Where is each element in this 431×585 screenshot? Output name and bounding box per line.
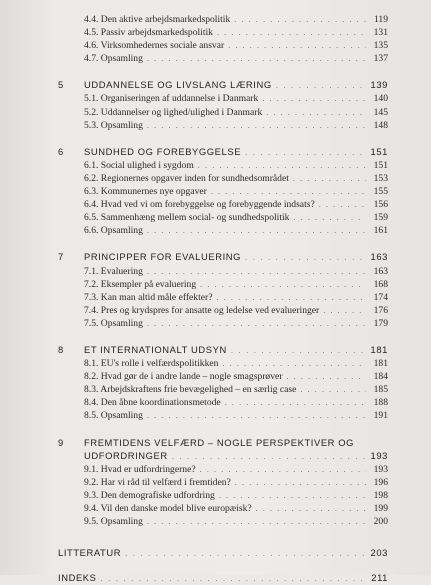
toc-entry: 6.1. Social ulighed i sygdom . . . 151 xyxy=(58,159,388,172)
toc-entry: 7.1. Evaluering . . . 163 xyxy=(58,265,388,278)
toc-entry-4-6: 4.6. Virksomhedernes sociale ansvar . . . 135 xyxy=(58,39,388,52)
toc-entry: 5.2. Uddannelser og lighed/ulighed i Danmark . . . 145 xyxy=(58,106,388,119)
toc-entry: 5.3. Opsamling . . . 148 xyxy=(58,119,388,132)
toc-entry: 7.5. Opsamling . . . 179 xyxy=(58,317,388,330)
toc-chapter-6: 6 SUNDHED OG FOREBYGGELSE . . . 151 xyxy=(58,145,388,159)
toc-litteratur: LITTERATUR . . . 203 xyxy=(58,546,388,560)
toc-entry: 6.5. Sammenhæng mellem social- og sundhedspolitik . . . 159 xyxy=(58,211,388,224)
toc-entry: 8.5. Opsamling . . . 191 xyxy=(58,409,388,422)
toc-indeks: INDEKS . . . 211 xyxy=(58,571,388,585)
toc-entry: 5.1. Organiseringen af uddannelse i Danmark . . . 140 xyxy=(58,92,388,105)
toc-chapter-8: 8 ET INTERNATIONALT UDSYN . . . 181 xyxy=(58,343,388,357)
toc-entry-4-4: 4.4. Den aktive arbejdsmarkedspolitik . . . 119 xyxy=(58,13,388,26)
toc-entry-4-5: 4.5. Passiv arbejdsmarkedspolitik . . . 131 xyxy=(58,26,388,39)
toc-entry: 9.2. Har vi råd til velfærd i fremtiden? . . . 196 xyxy=(58,476,388,489)
toc-entry: 7.3. Kan man altid måle effekter? . . . 174 xyxy=(58,291,388,304)
toc-entry: 9.4. Vil den danske model blive europæisk? . . . 199 xyxy=(58,502,388,515)
toc-chapter-9: 9 FREMTIDENS VELFÆRD – NOGLE PERSPEKTIVER OG UDFORDRINGER . . . 193 xyxy=(58,436,388,463)
toc-entry: 9.5. Opsamling . . . 200 xyxy=(58,515,388,528)
toc-entry: 8.3. Arbejdskraftens frie bevægelighed – en særlig case . . . 185 xyxy=(58,383,388,396)
toc-entry: 8.1. EU's rolle i velfærdspolitikken . . . 181 xyxy=(58,357,388,370)
toc-entry: 8.2. Hvad gør de i andre lande – nogle smagsprøver . . . 184 xyxy=(58,370,388,383)
toc-chapter-7: 7 PRINCIPPER FOR EVALUERING . . . 163 xyxy=(58,250,388,264)
toc-entry: 9.1. Hvad er udfordringerne? . . . 193 xyxy=(58,463,388,476)
toc-entry: 6.2. Regionernes opgaver inden for sundhedsområdet . . . 153 xyxy=(58,172,388,185)
toc-entry: 9.3. Den demografiske udfordring . . . 198 xyxy=(58,489,388,502)
toc-entry: 6.4. Hvad ved vi om forebyggelse og forebyggende indsats? . . . 156 xyxy=(58,198,388,211)
toc-entry: 8.4. Den åbne koordinationsmetode . . . 188 xyxy=(58,396,388,409)
toc-entry-4-7: 4.7. Opsamling . . . 137 xyxy=(58,52,388,65)
table-of-contents xyxy=(58,13,388,585)
toc-entry: 6.3. Kommunernes nye opgaver . . . 155 xyxy=(58,185,388,198)
toc-entry: 7.4. Pres og krydspres for ansatte og ledelse ved evalueringer . . . 176 xyxy=(58,304,388,317)
toc-chapter-5: 5 UDDANNELSE OG LIVSLANG LÆRING . . . 139 xyxy=(58,78,388,92)
toc-entry: 6.6. Opsamling . . . 161 xyxy=(58,224,388,237)
toc-entry: 7.2. Eksempler på evaluering . . . 168 xyxy=(58,278,388,291)
